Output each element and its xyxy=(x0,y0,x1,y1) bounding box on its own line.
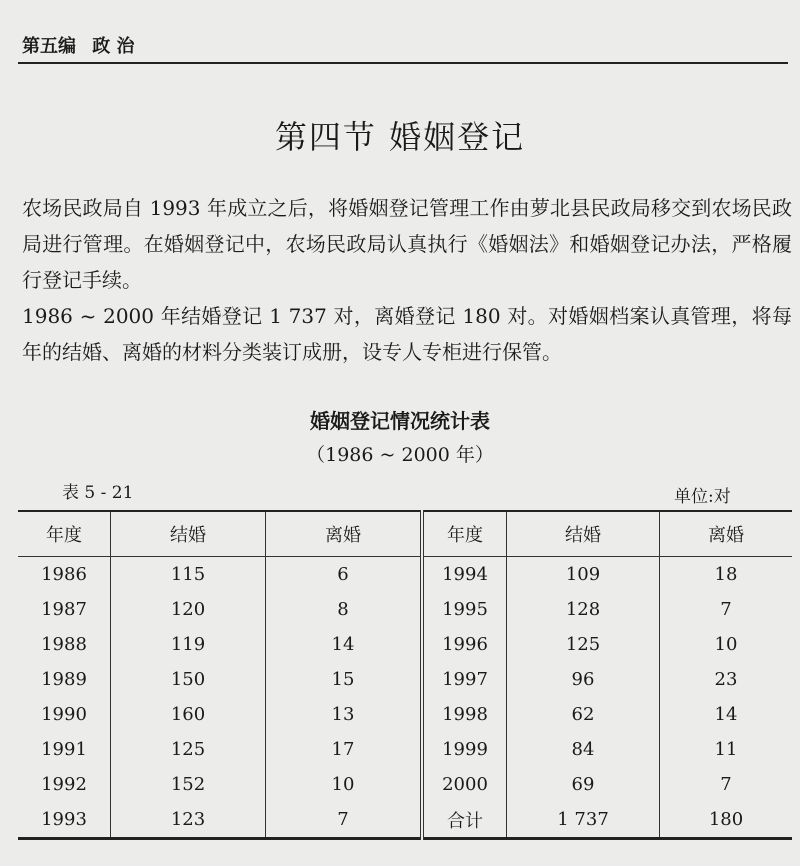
table-cell: 1999 xyxy=(422,732,507,767)
column-header: 年度 xyxy=(422,511,507,557)
table-cell: 18 xyxy=(714,564,738,585)
table-cell: 7 xyxy=(720,774,732,795)
table-cell: 8 xyxy=(266,592,423,627)
header-rule xyxy=(18,62,788,64)
table-cell: 1987 xyxy=(18,592,111,627)
table-cell: 17 xyxy=(266,732,423,767)
table-cell: 6 xyxy=(266,557,423,593)
column-header: 离婚 xyxy=(266,511,423,557)
table-cell: 119 xyxy=(111,627,266,662)
column-header: 结婚 xyxy=(507,511,660,557)
table-body xyxy=(18,557,792,839)
section-title: 第四节 婚姻登记 xyxy=(274,118,526,156)
table-cell: 1997 xyxy=(422,662,507,697)
table-subtitle: （1986 ~ 2000 年） xyxy=(306,444,494,466)
table-cell: 109 xyxy=(507,557,660,593)
table-cell: 1994 xyxy=(422,557,507,593)
part-title: 政 治 xyxy=(92,36,135,57)
table-cell: 125 xyxy=(507,627,660,662)
table-cell: 115 xyxy=(111,557,266,593)
running-header xyxy=(22,32,782,58)
table-title: 婚姻登记情况统计表 xyxy=(310,409,490,433)
column-header: 年度 xyxy=(18,511,111,557)
table-cell: 152 xyxy=(111,767,266,802)
table-row xyxy=(18,802,792,839)
table-cell: 1996 xyxy=(422,627,507,662)
table-cell: 23 xyxy=(714,669,738,690)
table-cell: 1992 xyxy=(18,767,111,802)
table-cell: 13 xyxy=(266,697,423,732)
table-row xyxy=(18,732,792,767)
table-row xyxy=(18,662,792,697)
marriage-statistics-table xyxy=(18,510,792,840)
table-cell: 123 xyxy=(111,802,266,839)
table-cell: 10 xyxy=(714,634,738,655)
table-cell: 1993 xyxy=(18,802,111,839)
table-cell: 14 xyxy=(266,627,423,662)
table-cell: 96 xyxy=(507,662,660,697)
table-cell: 1998 xyxy=(422,697,507,732)
table-row xyxy=(18,557,792,593)
table-cell: 11 xyxy=(714,739,738,760)
table-cell: 2000 xyxy=(422,767,507,802)
table-row xyxy=(18,697,792,732)
table-cell: 180 xyxy=(708,809,744,830)
table-cell: 7 xyxy=(266,802,423,839)
table-unit: 单位:对 xyxy=(674,487,731,507)
table-cell: 10 xyxy=(266,767,423,802)
table-cell: 1988 xyxy=(18,627,111,662)
table-cell: 150 xyxy=(111,662,266,697)
paragraph-1: 农场民政局自 1993 年成立之后，将婚姻登记管理工作由萝北县民政局移交到农场民政局进行管理。在婚姻登记中，农场民政局认真执行《婚姻法》和婚姻登记办法，严格履行登记手续。 xyxy=(22,196,792,292)
table-row xyxy=(18,592,792,627)
column-header: 结婚 xyxy=(111,511,266,557)
table-cell: 125 xyxy=(111,732,266,767)
table-cell: 84 xyxy=(507,732,660,767)
table-cell: 1989 xyxy=(18,662,111,697)
table-header-row xyxy=(18,511,792,557)
table-cell: 15 xyxy=(266,662,423,697)
part-label: 第五编 xyxy=(22,36,76,57)
table-cell: 7 xyxy=(720,599,732,620)
table-cell: 1991 xyxy=(18,732,111,767)
table-cell: 合计 xyxy=(422,802,507,839)
table-number: 表 5 - 21 xyxy=(62,483,134,503)
table-cell: 1995 xyxy=(422,592,507,627)
table-row xyxy=(18,627,792,662)
table-cell: 62 xyxy=(507,697,660,732)
table-cell: 1 737 xyxy=(507,802,660,839)
table-cell: 1990 xyxy=(18,697,111,732)
table-row xyxy=(18,767,792,802)
paragraph-2: 1986 ~ 2000 年结婚登记 1 737 对，离婚登记 180 对。对婚姻档案认真管理，将每年的结婚、离婚的材料分类装订成册，设专人专柜进行保管。 xyxy=(22,304,792,364)
table-cell: 128 xyxy=(507,592,660,627)
table-cell: 160 xyxy=(111,697,266,732)
table-cell: 14 xyxy=(714,704,738,725)
column-header: 离婚 xyxy=(660,511,793,557)
table-cell: 120 xyxy=(111,592,266,627)
table-cell: 69 xyxy=(507,767,660,802)
table-cell: 1986 xyxy=(18,557,111,593)
